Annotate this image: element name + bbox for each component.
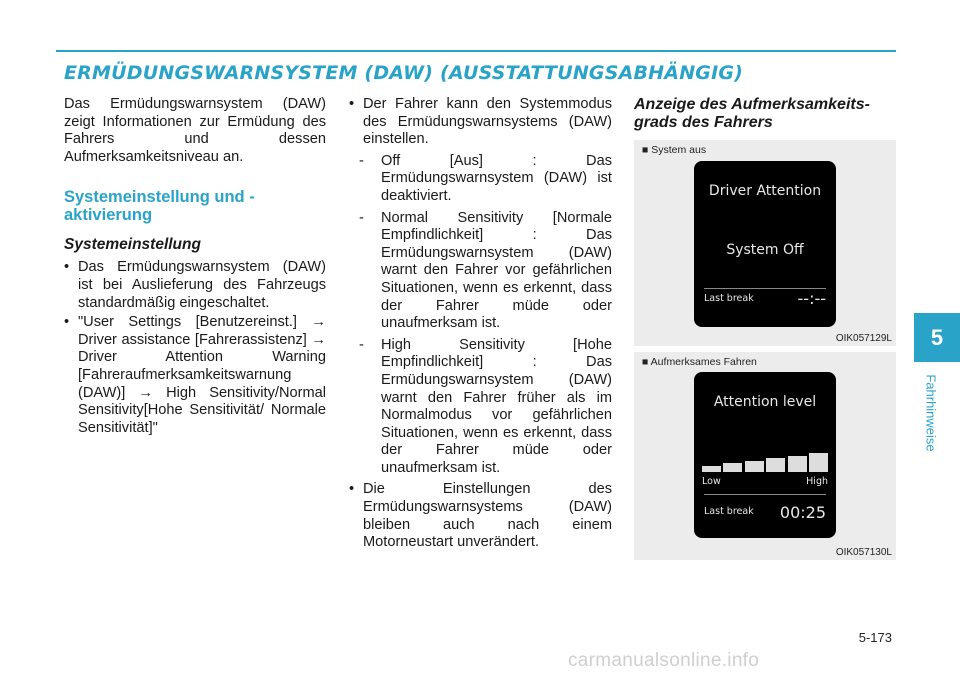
list-item: • Die Einstellungen des Ermüdungswarnsystems (DAW) bleiben auch nach einem Motorneustart unverändert. (349, 481, 612, 551)
mode-text: High Sensitivity [Hohe Empfindlichkeit] : Das Ermüdungswarnsystem (DAW) warnt den Fahrer früher als im Normalmodus vor gefährlichen Situationen, wenn es erkennt, dass der Fahrer müde oder unaufmerksam ist. (381, 336, 612, 476)
list-item: • "User Settings [Benutzereinst.] → Driver assistance [Fahrerassistenz] → Driver Attention Warning [Fahreraufmerksamkeitswarnung (DAW)] → High Sensitivity/Normal Sensitivity[Hohe Sensitivität/ Normale Sensitivität]" (64, 314, 326, 436)
figure-attentive-driving (634, 352, 896, 560)
bullet-text: Die Einstellungen des Ermüdungswarnsystems (DAW) bleiben auch nach einem Motorneustart unverändert. (363, 481, 612, 551)
level-segment (702, 466, 721, 472)
settings-subheading: Systemeinstellung (64, 236, 201, 254)
chapter-number-tab: 5 (914, 313, 960, 362)
chapter-label (915, 368, 947, 458)
level-segment (745, 461, 764, 472)
high-label: High (806, 476, 828, 487)
cluster-display (694, 161, 836, 327)
last-break-label: Last break (704, 506, 754, 517)
last-break-value: --:-- (797, 289, 826, 308)
settings-heading: Systemeinstellung und -aktivierung (64, 188, 255, 225)
level-segment (809, 453, 828, 472)
watermark: carmanualsonline.info (568, 650, 760, 671)
bullet-text: Das Ermüdungswarnsystem (DAW) ist bei Auslieferung des Fahrzeugs standardmäßig eingeschaltet. (78, 259, 326, 311)
column-1 (64, 96, 326, 439)
figure-code: OIK057130L (835, 547, 892, 558)
column-3 (634, 96, 896, 137)
screen-status: System Off (726, 242, 804, 258)
figure-caption: ■ Aufmerksames Fahren (642, 356, 757, 368)
mode-item-off: - Off [Aus] : Das Ermüdungswarnsystem (DAW) ist deaktiviert. (359, 152, 612, 204)
last-break-value: 00:25 (779, 503, 826, 522)
figure-system-off (634, 140, 896, 346)
list-item: • Der Fahrer kann den Systemmodus des Ermüdungswarnsystems (DAW) einstellen. (349, 96, 612, 148)
figure-caption: ■ System aus (642, 144, 707, 156)
mode-text: Off [Aus] : Das Ermüdungswarnsystem (DAW) ist deaktiviert. (381, 152, 612, 204)
mode-item-high: - High Sensitivity [Hohe Empfindlichkeit] : Das Ermüdungswarnsystem (DAW) warnt den Fahrer früher als im Normalmodus vor gefährlichen Situationen, wenn es erkennt, dass der Fahrer müde oder unaufmerksam ist. (359, 336, 612, 476)
page-number: 5-173 (858, 630, 892, 645)
column-2 (349, 96, 612, 554)
list-item: • Das Ermüdungswarnsystem (DAW) ist bei Auslieferung des Fahrzeugs standardmäßig eingeschaltet. (64, 259, 326, 311)
cluster-display (694, 372, 836, 538)
intro-paragraph: Das Ermüdungswarnsystem (DAW) zeigt Informationen zur Ermüdung des Fahrers und dessen Aufmerksamkeitsniveau an. (64, 96, 326, 165)
mode-text: Normal Sensitivity [Normale Empfindlichkeit] : Das Ermüdungswarnsystem (DAW) warnt den Fahrer vor gefährlichen Situationen, wenn es erkennt, dass der Fahrer müde oder unaufmerksam ist. (381, 209, 612, 332)
attention-level-bar (702, 452, 828, 472)
level-segment (723, 463, 742, 472)
low-label: Low (702, 476, 721, 487)
mode-item-normal: - Normal Sensitivity [Normale Empfindlichkeit] : Das Ermüdungswarnsystem (DAW) warnt den Fahrer vor gefährlichen Situationen, wenn es erkennt, dass der Fahrer müde oder unaufmerksam ist. (359, 209, 612, 332)
top-rule (56, 50, 896, 52)
display-heading: Anzeige des Aufmerksamkeits-grads des Fahrers (634, 96, 870, 131)
chapter-label-text: Fahrhinweise (923, 374, 939, 452)
level-segment (788, 456, 807, 472)
divider (704, 494, 826, 495)
last-break-label: Last break (704, 293, 754, 304)
section-title: ERMÜDUNGSWARNSYSTEM (DAW) (AUSSTATTUNGSABHÄNGIG) (64, 62, 744, 84)
bullet-text: Der Fahrer kann den Systemmodus des Ermüdungswarnsystems (DAW) einstellen. (363, 96, 612, 148)
bullet-text: "User Settings [Benutzereinst.] → Driver assistance [Fahrerassistenz] → Driver Attention Warning [Fahreraufmerksamkeitswarnung (DAW)] → High Sensitivity/Normal Sensitivity[Hohe Sensitivität/ Normale Sensitivität]" (78, 314, 326, 436)
screen-title: Driver Attention (708, 183, 822, 199)
screen-title: Attention level (713, 394, 817, 410)
figure-code: OIK057129L (835, 333, 892, 344)
level-segment (766, 458, 785, 472)
